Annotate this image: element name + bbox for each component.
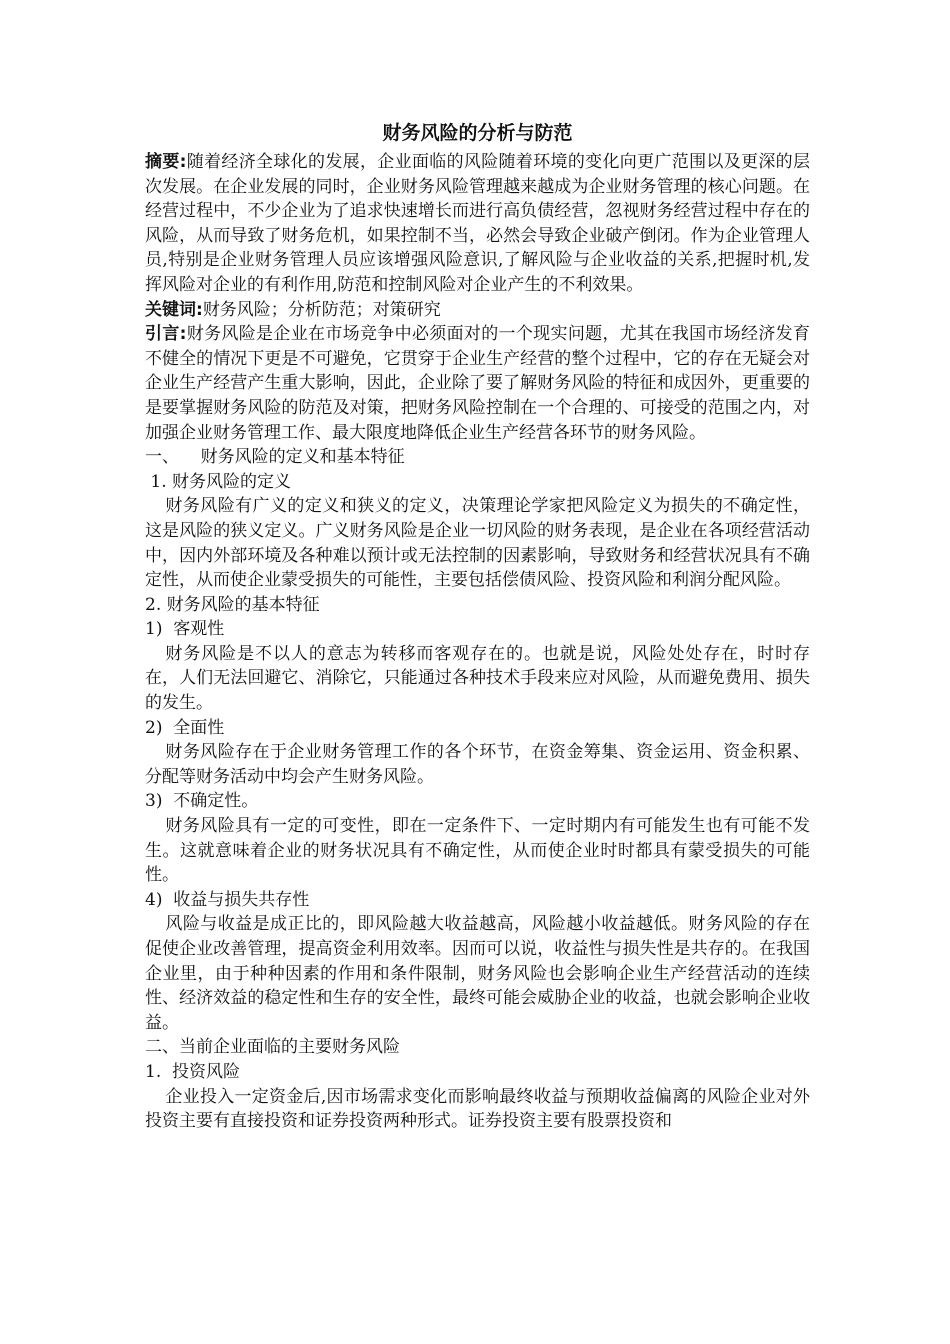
feature-1-text: 财务风险是不以人的意志为转移而客观存在的。也就是说，风险处处存在，时时存在，人们无法回避它、消除它，只能通过各种技术手段来应对风险，从而避免费用、损失的发生。 (145, 643, 810, 714)
section-1-heading: 一、 财务风险的定义和基本特征 (145, 447, 405, 468)
feature-1-heading: 1) 客观性 (145, 619, 225, 640)
feature-2-heading: 2) 全面性 (145, 717, 225, 738)
section-2-1-heading: 1. 投资风险 (145, 1061, 241, 1082)
intro-paragraph (145, 322, 810, 445)
feature-2-text: 财务风险存在于企业财务管理工作的各个环节，在资金筹集、资金运用、资金积累、分配等财务活动中均会产生财务风险。 (145, 742, 810, 787)
keywords-label: 关键词: (145, 299, 203, 320)
keywords-paragraph (145, 298, 810, 323)
keywords-text: 财务风险；分析防范；对策研究 (202, 299, 441, 320)
section-1-2-heading: 2. 财务风险的基本特征 (145, 594, 320, 615)
document-page (145, 118, 810, 1134)
feature-3-heading: 3) 不确定性。 (145, 791, 259, 812)
feature-3-text: 财务风险具有一定的可变性，即在一定条件下、一定时期内有可能发生也有可能不发生。这就意味着企业的财务状况具有不确定性，从而使企业时时都具有蒙受损失的可能性。 (145, 816, 810, 886)
abstract-label: 摘要: (145, 152, 187, 172)
abstract-text: 随着经济全球化的发展，企业面临的风险随着环境的变化向更广范围以及更深的层次发展。在企业发展的同时，企业财务风险管理越来越成为企业财务管理的核心问题。在经营过程中，不少企业为了追求快速增长而进行高负债经营，忽视财务经营过程中存在的风险，从而导致了财务危机，如果控制不当，必然会导致企业破产倒闭。作为企业管理人员,特别是企业财务管理人员应该增强风险意识,了解风险与企业收益的关系,把握时机,发挥风险对企业的有利作用,防范和控制风险对企业产生的不利效果。 (145, 152, 810, 295)
feature-4-heading: 4) 收益与损失共存性 (145, 889, 310, 910)
section-2-heading: 二、当前企业面临的主要财务风险 (145, 1037, 400, 1058)
document-title: 财务风险的分析与防范 (382, 122, 573, 144)
intro-text: 财务风险是企业在市场竞争中必须面对的一个现实问题，尤其在我国市场经济发育不健全的情况下更是不可避免，它贯穿于企业生产经营的整个过程中，它的存在无疑会对企业生产经营产生重大影响，因此，企业除了要了解财务风险的特征和成因外，更重要的是要掌握财务风险的防范及对策，把财务风险控制在一个合理的、可接受的范围之内，对加强企业财务管理工作、最大限度地降低企业生产经营各环节的财务风险。 (145, 324, 810, 443)
section-2-1-text: 企业投入一定资金后,因市场需求变化而影响最终收益与预期收益偏离的风险企业对外投资主要有直接投资和证券投资两种形式。证券投资主要有股票投资和 (145, 1086, 810, 1132)
abstract-paragraph (145, 150, 810, 298)
intro-label: 引言: (145, 324, 187, 345)
section-1-1-text: 财务风险有广义的定义和狭义的定义，决策理论学家把风险定义为损失的不确定性，这是风险的狭义定义。广义财务风险是企业一切风险的财务表现，是企业在各项经营活动中，因内外部环境及各种难以预计或无法控制的因素影响，导致财务和经营状况具有不确定性，从而使企业蒙受损失的可能性，主要包括偿债风险、投资风险和利润分配风险。 (145, 496, 810, 591)
feature-4-text: 风险与收益是成正比的，即风险越大收益越高，风险越小收益越低。财务风险的存在促使企业改善管理，提高资金利用效率。因而可以说，收益性与损失性是共存的。在我国企业里，由于种种因素的作用和条件限制，财务风险也会影响企业生产经营活动的连续性、经济效益的稳定性和生存的安全性，最终可能会威胁企业的收益，也就会影响企业收益。 (145, 914, 810, 1033)
section-1-1-heading: 1. 财务风险的定义 (145, 471, 292, 492)
